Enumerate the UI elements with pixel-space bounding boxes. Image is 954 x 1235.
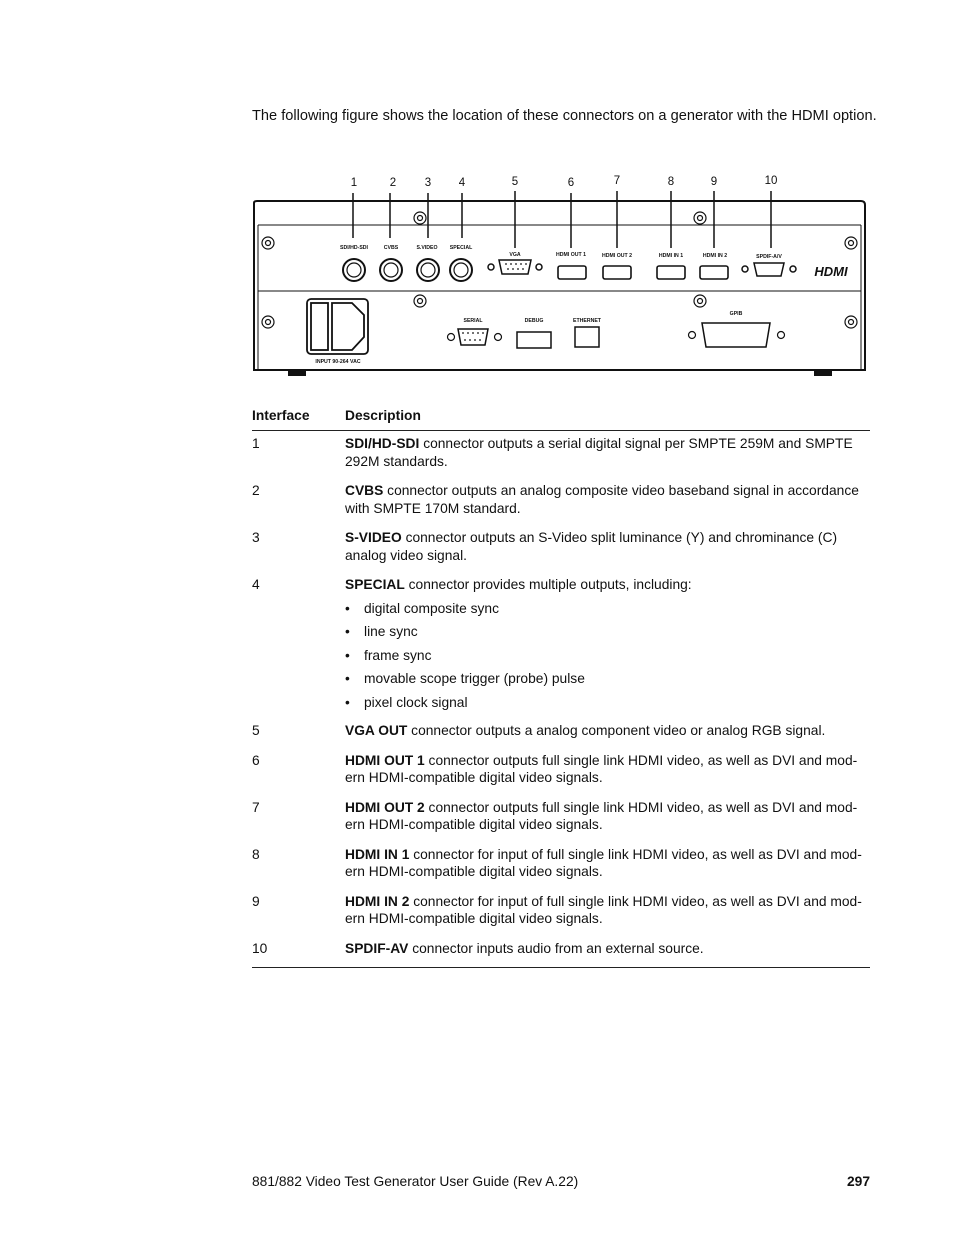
- page-number: 297: [846, 1174, 870, 1189]
- table-row: [252, 529, 870, 564]
- special-connector: [450, 259, 472, 281]
- row-number: 10: [252, 940, 268, 956]
- hdmi-in1-port: [657, 266, 685, 279]
- svideo-connector: [417, 259, 439, 281]
- connector-description: connector outputs full single link HDMI video, as well as DVI and mod- ern HDMI-compatible digital video signals.: [345, 752, 858, 785]
- label-hdmi-in2: HDMI IN 2: [702, 253, 728, 259]
- interface-table: [252, 405, 870, 968]
- label-spdif: SPDIF-A/V: [756, 254, 782, 260]
- ethernet-port: [575, 327, 599, 347]
- label-serial: SERIAL: [463, 318, 483, 324]
- list-item: • digital composite sync: [345, 600, 862, 618]
- connector-description: connector outputs a serial digital signal per SMPTE 259M and SMPTE 292M standards.: [345, 436, 853, 469]
- spdif-connector: [754, 263, 784, 276]
- power-inlet: [307, 299, 368, 354]
- hdmi-out1-port: [558, 266, 586, 279]
- list-item: • line sync: [345, 623, 862, 641]
- footer-title: 881/882 Video Test Generator User Guide (Rev A.22): [252, 1174, 579, 1189]
- label-cvbs: CVBS: [383, 245, 399, 251]
- debug-port: [517, 332, 551, 348]
- connector-name: S-VIDEO: [345, 530, 402, 545]
- connector-description: connector inputs audio from an external source.: [408, 940, 704, 956]
- label-hdmi-out2: HDMI OUT 2: [602, 253, 632, 259]
- row-number: 5: [252, 723, 260, 738]
- label-hdmi-in1: HDMI IN 1: [658, 253, 684, 259]
- hdmi-in2-port: [700, 266, 728, 279]
- connector-name: SDI/HD-SDI: [345, 436, 420, 451]
- connector-description: connector outputs an S-Video split luminance (Y) and chrominance (C) analog video signal.: [345, 530, 838, 563]
- connector-name: HDMI OUT 2: [345, 799, 425, 815]
- rear-panel-figure: [248, 165, 873, 380]
- gpib-connector: [702, 323, 770, 347]
- callout-1: 1: [350, 177, 358, 189]
- table-header: [252, 405, 870, 431]
- label-power: INPUT 90-264 VAC: [315, 359, 361, 365]
- label-special: SPECIAL: [449, 245, 473, 251]
- table-row: [252, 940, 870, 969]
- page-footer: [252, 1174, 870, 1189]
- row-number: 4: [252, 577, 260, 592]
- table-row: [252, 722, 870, 740]
- connector-name: VGA OUT: [345, 723, 408, 738]
- table-row: [252, 482, 870, 517]
- label-vga: VGA: [509, 252, 521, 258]
- row-number: 1: [252, 436, 260, 451]
- label-svideo: S.VIDEO: [416, 245, 438, 251]
- connector-description: connector for input of full single link HDMI video, as well as DVI and mod- ern HDMI-compatible digital video signals.: [345, 846, 862, 879]
- connector-description: connector outputs full single link HDMI video, as well as DVI and mod- ern HDMI-compatible digital video signals.: [345, 799, 858, 832]
- callout-2: 2: [389, 177, 397, 189]
- row-number: 7: [252, 799, 260, 815]
- table-row: [252, 893, 870, 928]
- label-gpib: GPIB: [729, 311, 743, 317]
- list-item: • pixel clock signal: [345, 694, 862, 712]
- header-interface: Interface: [252, 408, 310, 423]
- callout-7: 7: [613, 175, 621, 187]
- connector-name: SPECIAL: [345, 577, 405, 592]
- row-number: 6: [252, 752, 260, 768]
- label-sdi: SDI/HD-SDI: [340, 245, 368, 251]
- callout-5: 5: [511, 176, 519, 188]
- callout-6: 6: [567, 177, 575, 189]
- hdmi-logo: HDMI: [814, 264, 848, 279]
- intro-paragraph: The following figure shows the location of these connectors on a generator with the HDMI option.: [252, 108, 877, 124]
- table-row: [252, 576, 870, 717]
- connector-description: connector outputs a analog component video or analog RGB signal.: [407, 723, 826, 738]
- connector-name: HDMI IN 2: [345, 893, 410, 909]
- label-debug: DEBUG: [524, 318, 544, 324]
- sdi-connector: [343, 259, 365, 281]
- connector-name: SPDIF-AV: [345, 940, 409, 956]
- row-number: 9: [252, 893, 260, 909]
- callout-3: 3: [424, 177, 432, 189]
- connector-name: HDMI OUT 1: [345, 752, 425, 768]
- label-ethernet: ETHERNET: [573, 318, 601, 324]
- header-description: Description: [345, 408, 421, 423]
- table-row: [252, 435, 870, 470]
- callout-9: 9: [710, 176, 718, 188]
- list-item: • frame sync: [345, 647, 862, 665]
- row-number: 2: [252, 483, 260, 498]
- cvbs-connector: [380, 259, 402, 281]
- table-row: [252, 799, 870, 834]
- table-row: [252, 752, 870, 787]
- special-output-list: [345, 600, 862, 712]
- row-number: 3: [252, 530, 260, 545]
- hdmi-out2-port: [603, 266, 631, 279]
- list-item: • movable scope trigger (probe) pulse: [345, 670, 862, 688]
- vga-connector: [499, 260, 531, 274]
- connector-description: connector provides multiple outputs, including:: [404, 577, 692, 592]
- callout-8: 8: [667, 176, 675, 188]
- row-number: 8: [252, 846, 260, 862]
- connector-name: CVBS: [345, 483, 384, 498]
- callout-4: 4: [458, 177, 466, 189]
- table-row: [252, 846, 870, 881]
- connector-description: connector outputs an analog composite video baseband signal in accordance with SMPTE 170M standard.: [345, 483, 859, 516]
- callout-10: 10: [764, 175, 778, 187]
- connector-description: connector for input of full single link HDMI video, as well as DVI and mod- ern HDMI-compatible digital video signals.: [345, 893, 862, 926]
- serial-connector: [458, 329, 488, 345]
- label-hdmi-out1: HDMI OUT 1: [556, 252, 586, 258]
- connector-name: HDMI IN 1: [345, 846, 410, 862]
